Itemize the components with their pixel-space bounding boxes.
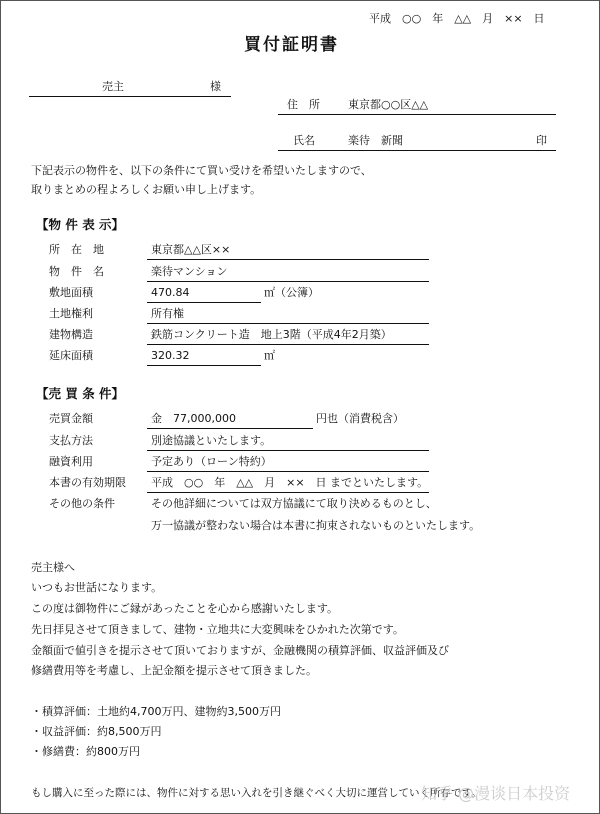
terms-value-validity: 平成 ○○ 年 △△ 月 ×× 日 までといたします。 [151, 476, 429, 489]
address-underline [278, 114, 556, 115]
property-label-structure: 建物構造 [49, 328, 93, 341]
terms-label-financing: 融資利用 [49, 455, 93, 468]
property-underline-land-rights [147, 323, 429, 324]
terms-label-payment: 支払方法 [49, 434, 93, 447]
name-underline [278, 150, 556, 151]
message-line-5: 金額面で値引きを提示させて頂いておりますが、金融機関の積算評価、収益評価及び [31, 644, 449, 657]
terms-value-price: 金 77,000,000 [151, 412, 236, 425]
property-value-name: 楽待マンション [151, 265, 228, 278]
terms-underline-price [147, 428, 313, 429]
address-value: 東京都○○区△△ [348, 98, 429, 111]
property-value-land-rights: 所有権 [151, 307, 184, 320]
property-value-structure: 鉄筋コンクリート造 地上3階（平成4年2月築） [151, 328, 392, 341]
terms-underline-validity [147, 492, 429, 493]
property-underline-land-area [147, 302, 261, 303]
property-label-land-rights: 土地権利 [49, 307, 93, 320]
seller-honorific: 様 [210, 80, 221, 93]
property-value-location: 東京都△△区×× [151, 243, 231, 256]
terms-underline-payment [147, 450, 429, 451]
property-label-location: 所 在 地 [49, 243, 104, 256]
terms-label-other: その他の条件 [49, 497, 115, 510]
property-value-land-area: 470.84 [151, 286, 190, 299]
message-line-6: 修繕費用等を考慮し、上記金額を提示させて頂きました。 [31, 664, 317, 677]
document-title: 買付証明書 [244, 35, 339, 55]
name-label: 氏名 [293, 134, 315, 147]
seal-mark: 印 [536, 134, 547, 147]
bullet-valuation: ・積算評価：土地約4,700万円、建物約3,500万円 [31, 705, 281, 718]
terms-suffix-price: 円也（消費税含） [316, 412, 404, 425]
terms-underline-financing [147, 471, 429, 472]
terms-value-other-line-2: 万一協議が整わない場合は本書に拘束されないものといたします。 [151, 519, 481, 532]
property-label-land-area: 敷地面積 [49, 286, 93, 299]
message-line-1: 売主様へ [31, 561, 75, 574]
property-label-floor-area: 延床面積 [49, 349, 93, 362]
name-value: 楽待 新聞 [348, 134, 403, 147]
property-underline-location [147, 259, 429, 260]
terms-value-financing: 予定あり（ローン特約） [151, 455, 272, 468]
address-label: 住 所 [287, 98, 320, 111]
closing-line: もし購入に至った際には、物件に対する思い入れを引き継ぐべく大切に運営していく所存です。 [31, 787, 482, 799]
property-section-heading: 【物 件 表 示】 [36, 217, 125, 232]
bullet-repair: ・修繕費：約800万円 [31, 745, 140, 758]
terms-value-other: その他詳細については双方協議にて取り決めるものとし、 [151, 497, 437, 510]
message-line-2: いつもお世話になります。 [31, 581, 163, 594]
terms-label-price: 売買金額 [49, 412, 93, 425]
property-underline-floor-area [147, 365, 261, 366]
terms-section-heading: 【売 買 条 件】 [36, 386, 125, 401]
document-date: 平成 ○○ 年 △△ 月 ×× 日 [369, 12, 545, 25]
intro-line-2: 取りまとめの程よろしくお願い申し上げます。 [31, 183, 262, 196]
property-value-floor-area: 320.32 [151, 349, 190, 362]
terms-label-validity: 本書の有効期限 [49, 476, 126, 489]
seller-label: 売主 [102, 80, 124, 93]
watermark: 知乎 @漫谈日本投资 [421, 784, 571, 803]
property-label-name: 物 件 名 [49, 265, 104, 278]
message-line-4: 先日拝見させて頂きまして、建物・立地共に大変興味をひかれた次第です。 [31, 623, 404, 636]
property-underline-name [147, 281, 429, 282]
intro-line-1: 下記表示の物件を、以下の条件にて買い受けを希望いたしますので、 [31, 164, 372, 177]
property-suffix-land-area: ㎡（公簿） [264, 286, 319, 299]
property-suffix-floor-area: ㎡ [264, 349, 275, 362]
terms-value-payment: 別途協議といたします。 [151, 434, 272, 447]
property-underline-structure [147, 344, 429, 345]
seller-underline [29, 96, 231, 97]
message-line-3: この度は御物件にご縁があったことを心から感謝いたします。 [31, 602, 339, 615]
bullet-income: ・収益評価：約8,500万円 [31, 725, 162, 738]
